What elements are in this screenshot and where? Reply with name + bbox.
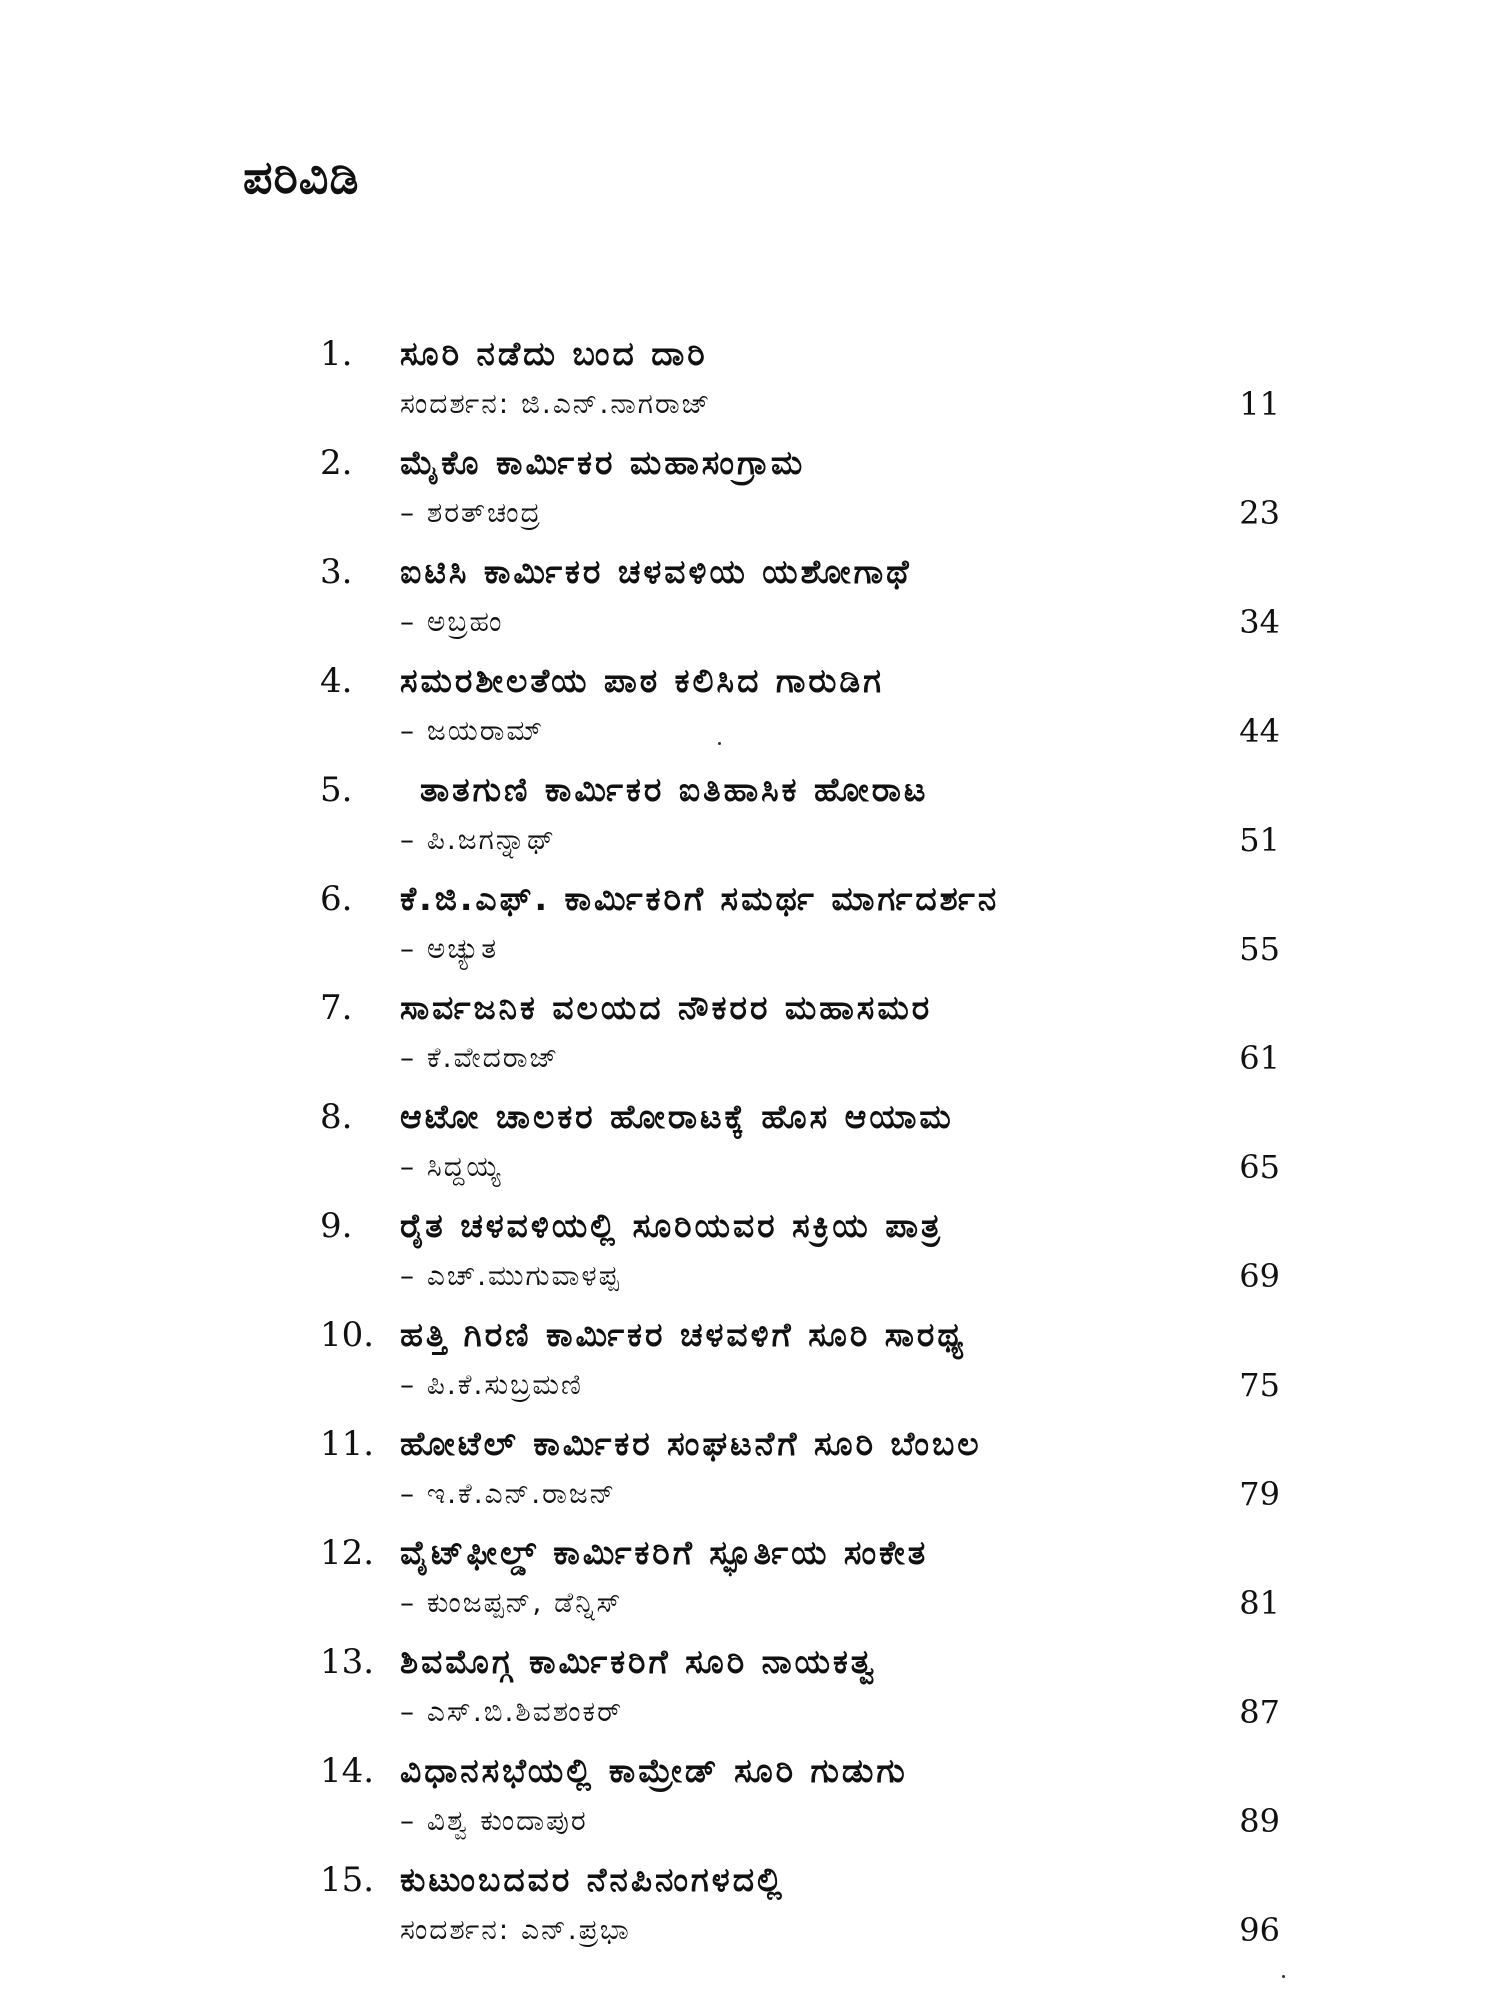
table-of-contents (320, 330, 1280, 1965)
entry-page-number: 34 (1239, 603, 1280, 641)
entry-number: 9. (320, 1206, 353, 1246)
entry-number: 7. (320, 988, 353, 1028)
entry-title: ಸಾರ್ವಜನಿಕ ವಲಯದ ನೌಕರರ ಮಹಾಸಮರ (400, 988, 933, 1027)
toc-entry (320, 439, 1280, 548)
entry-page-number: 81 (1239, 1584, 1280, 1622)
print-speck (718, 742, 721, 745)
entry-page-number: 96 (1239, 1911, 1280, 1949)
toc-entry (320, 1311, 1280, 1420)
entry-author: – ಜಯರಾಮ್ (400, 714, 545, 747)
entry-author: ಸಂದರ್ಶನ: ಜಿ.ಎನ್.ನಾಗರಾಜ್ (400, 387, 712, 420)
toc-entry (320, 1093, 1280, 1202)
toc-entry (320, 330, 1280, 439)
entry-page-number: 65 (1239, 1148, 1280, 1186)
entry-title: ವಿಧಾನಸಭೆಯಲ್ಲಿ ಕಾಮ್ರೇಡ್ ಸೂರಿ ಗುಡುಗು (400, 1751, 908, 1790)
entry-title: ಸಮರಶೀಲತೆಯ ಪಾಠ ಕಲಿಸಿದ ಗಾರುಡಿಗ (400, 661, 884, 700)
entry-title: ಕುಟುಂಬದವರ ನೆನಪಿನಂಗಳದಲ್ಲಿ (400, 1860, 785, 1899)
entry-page-number: 89 (1239, 1802, 1280, 1840)
entry-page-number: 55 (1239, 930, 1280, 968)
entry-title: ಶಿವಮೊಗ್ಗ ಕಾರ್ಮಿಕರಿಗೆ ಸೂರಿ ನಾಯಕತ್ವ (400, 1642, 878, 1681)
entry-number: 14. (320, 1751, 375, 1791)
entry-number: 4. (320, 661, 353, 701)
entry-page-number: 75 (1239, 1366, 1280, 1404)
entry-title: ಆಟೋ ಚಾಲಕರ ಹೋರಾಟಕ್ಕೆ ಹೊಸ ಆಯಾಮ (400, 1097, 954, 1136)
entry-title: ರೈತ ಚಳವಳಿಯಲ್ಲಿ ಸೂರಿಯವರ ಸಕ್ರಿಯ ಪಾತ್ರ (400, 1206, 943, 1245)
entry-title: ಕೆ.ಜಿ.ಎಫ್. ಕಾರ್ಮಿಕರಿಗೆ ಸಮರ್ಥ ಮಾರ್ಗದರ್ಶನ (400, 879, 1000, 918)
entry-number: 5. (320, 770, 353, 810)
entry-title: ಹೋಟೆಲ್ ಕಾರ್ಮಿಕರ ಸಂಘಟನೆಗೆ ಸೂರಿ ಬೆಂಬಲ (400, 1424, 982, 1463)
entry-author: – ಪಿ.ಜಗನ್ನಾಥ್ (400, 823, 557, 856)
entry-number: 11. (320, 1424, 375, 1464)
entry-page-number: 23 (1239, 494, 1280, 532)
entry-author: ಸಂದರ್ಶನ: ಎನ್.ಪ್ರಭಾ (400, 1913, 631, 1946)
toc-entry (320, 548, 1280, 657)
toc-entry (320, 766, 1280, 875)
entry-number: 6. (320, 879, 353, 919)
entry-page-number: 87 (1239, 1693, 1280, 1731)
entry-author: – ಎಚ್.ಮುಗುವಾಳಪ್ಪ (400, 1259, 621, 1292)
entry-author: – ಸಿದ್ದಯ್ಯ (400, 1150, 503, 1183)
entry-author: – ವಿಶ್ವ ಕುಂದಾಪುರ (400, 1804, 588, 1837)
entry-page-number: 44 (1239, 712, 1280, 750)
entry-page-number: 11 (1239, 385, 1280, 423)
entry-author: – ಅಬ್ರಹಂ (400, 605, 504, 638)
toc-entry (320, 1420, 1280, 1529)
entry-title: ಹತ್ತಿ ಗಿರಣಿ ಕಾರ್ಮಿಕರ ಚಳವಳಿಗೆ ಸೂರಿ ಸಾರಥ್ಯ (400, 1315, 967, 1354)
entry-number: 1. (320, 334, 353, 374)
entry-title: ಮೈಕೊ ಕಾರ್ಮಿಕರ ಮಹಾಸಂಗ್ರಾಮ (400, 443, 806, 482)
entry-number: 2. (320, 443, 353, 483)
entry-author: – ಶರತ್‌ಚಂದ್ರ (400, 496, 542, 529)
entry-page-number: 51 (1239, 821, 1280, 859)
entry-page-number: 61 (1239, 1039, 1280, 1077)
toc-entry (320, 657, 1280, 766)
toc-entry (320, 1856, 1280, 1965)
print-speck (1282, 1975, 1285, 1978)
toc-entry (320, 1638, 1280, 1747)
toc-entry (320, 1747, 1280, 1856)
entry-number: 8. (320, 1097, 353, 1137)
entry-title: ವೈಟ್‌ಫೀಲ್ಡ್ ಕಾರ್ಮಿಕರಿಗೆ ಸ್ಫೂರ್ತಿಯ ಸಂಕೇತ (400, 1533, 929, 1572)
entry-page-number: 69 (1239, 1257, 1280, 1295)
entry-author: – ಕುಂಜಪ್ಪನ್, ಡೆನ್ನಿಸ್ (400, 1586, 623, 1619)
entry-author: – ಪಿ.ಕೆ.ಸುಬ್ರಮಣಿ (400, 1368, 583, 1401)
toc-entry (320, 875, 1280, 984)
entry-author: – ಇ.ಕೆ.ಎನ್.ರಾಜನ್ (400, 1477, 617, 1510)
entry-title: ಸೂರಿ ನಡೆದು ಬಂದ ದಾರಿ (400, 334, 708, 373)
entry-title: ಐಟಿಸಿ ಕಾರ್ಮಿಕರ ಚಳವಳಿಯ ಯಶೋಗಾಥೆ (400, 552, 912, 591)
toc-entry (320, 1529, 1280, 1638)
toc-entry (320, 1202, 1280, 1311)
entry-number: 15. (320, 1860, 375, 1900)
entry-author: – ಎಸ್.ಬಿ.ಶಿವಶಂಕರ್ (400, 1695, 623, 1728)
entry-title: ತಾತಗುಣಿ ಕಾರ್ಮಿಕರ ಐತಿಹಾಸಿಕ ಹೋರಾಟ (420, 770, 929, 809)
entry-author: – ಅಚ್ಯುತ (400, 932, 499, 965)
toc-entry (320, 984, 1280, 1093)
entry-page-number: 79 (1239, 1475, 1280, 1513)
page-title: ಪರಿವಿಡಿ (243, 150, 360, 204)
entry-number: 13. (320, 1642, 375, 1682)
entry-number: 3. (320, 552, 353, 592)
entry-number: 10. (320, 1315, 375, 1355)
entry-number: 12. (320, 1533, 375, 1573)
entry-author: – ಕೆ.ವೇದರಾಜ್ (400, 1041, 560, 1074)
